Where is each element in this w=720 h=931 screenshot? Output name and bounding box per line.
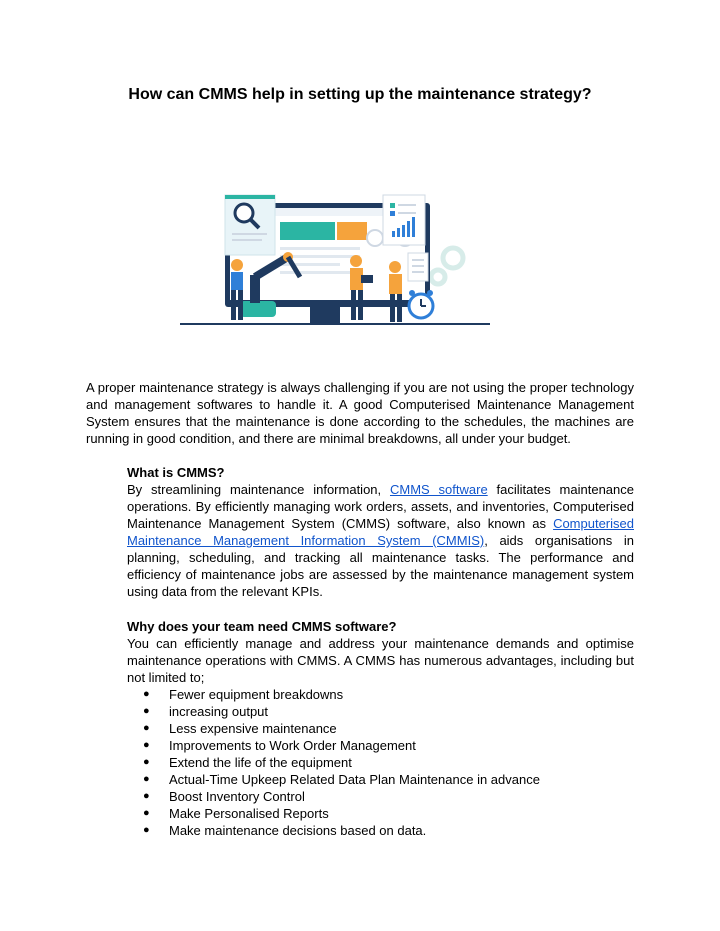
list-item: ● Actual-Time Upkeep Related Data Plan Maintenance in advance [143,772,540,787]
bullet-icon: ● [143,824,150,836]
cmms-software-link[interactable]: CMMS software [389,482,488,497]
page-title: How can CMMS help in setting up the maintenance strategy? [128,86,592,103]
worker-icon [231,259,243,320]
benefits-list [127,686,634,839]
bullet-icon: ● [143,807,150,819]
list-item: ● Less expensive maintenance [143,721,337,736]
report-panel-right [383,195,425,245]
list-item: ● Make maintenance decisions based on data. [143,823,427,838]
list-item: ● increasing output [143,704,269,719]
list-item: ● Improvements to Work Order Management [143,738,416,753]
list-item: ● Fewer equipment breakdowns [143,687,344,702]
cmms-illustration-graphic [170,165,500,335]
intro-paragraph: A proper maintenance strategy is always challenging if you are not using the proper technology and management softwares to handle it. A good Computerised Maintenance Management System ensures that the maintenance is done according to the schedules, the machines are running in good condition, and there are minimal breakdowns, all under your budget. [86,380,634,446]
what-is-cmms-section [127,464,634,600]
bullet-icon: ● [143,705,150,717]
what-is-cmms-paragraph [127,481,634,600]
what-is-text-3: , aids organisations in planning, scheduling, and tracking all maintenance tasks. The performance and efficiency of maintenance jobs are assessed by the maintenance management system using data from the relevant KPIs. [127,533,634,599]
list-item: ● Extend the life of the equipment [143,755,352,770]
why-need-cmms-section [127,618,634,839]
cmmis-link[interactable]: Computerised Maintenance Management Information System (CMMIS) [127,516,634,548]
report-panel-left [225,195,275,255]
cmms-illustration [170,165,500,335]
worker-icon [389,261,402,322]
bullet-icon: ● [143,773,150,785]
list-item: ● Make Personalised Reports [143,806,329,821]
bullet-icon: ● [143,790,150,802]
bullet-icon: ● [143,756,150,768]
list-item: ● Boost Inventory Control [143,789,305,804]
bullet-icon: ● [143,688,150,700]
gear-icon [431,248,463,284]
bullet-icon: ● [143,739,150,751]
why-need-cmms-heading: Why does your team need CMMS software? [127,619,397,634]
alarm-clock-icon [409,290,433,318]
what-is-text-2: facilitates maintenance operations. By efficiently managing work orders, assets, and inventories, Computerised Maintenance Management System (CMMS) software, also known as [127,482,634,531]
document-icon [408,253,428,281]
what-is-text-1: By streamlining maintenance information, [127,482,390,497]
why-need-cmms-paragraph: You can efficiently manage and address your maintenance demands and optimise maintenance operations with CMMS. A CMMS has numerous advantages, including but not limited to; [127,636,634,685]
bullet-icon: ● [143,722,150,734]
what-is-cmms-heading: What is CMMS? [127,465,225,480]
